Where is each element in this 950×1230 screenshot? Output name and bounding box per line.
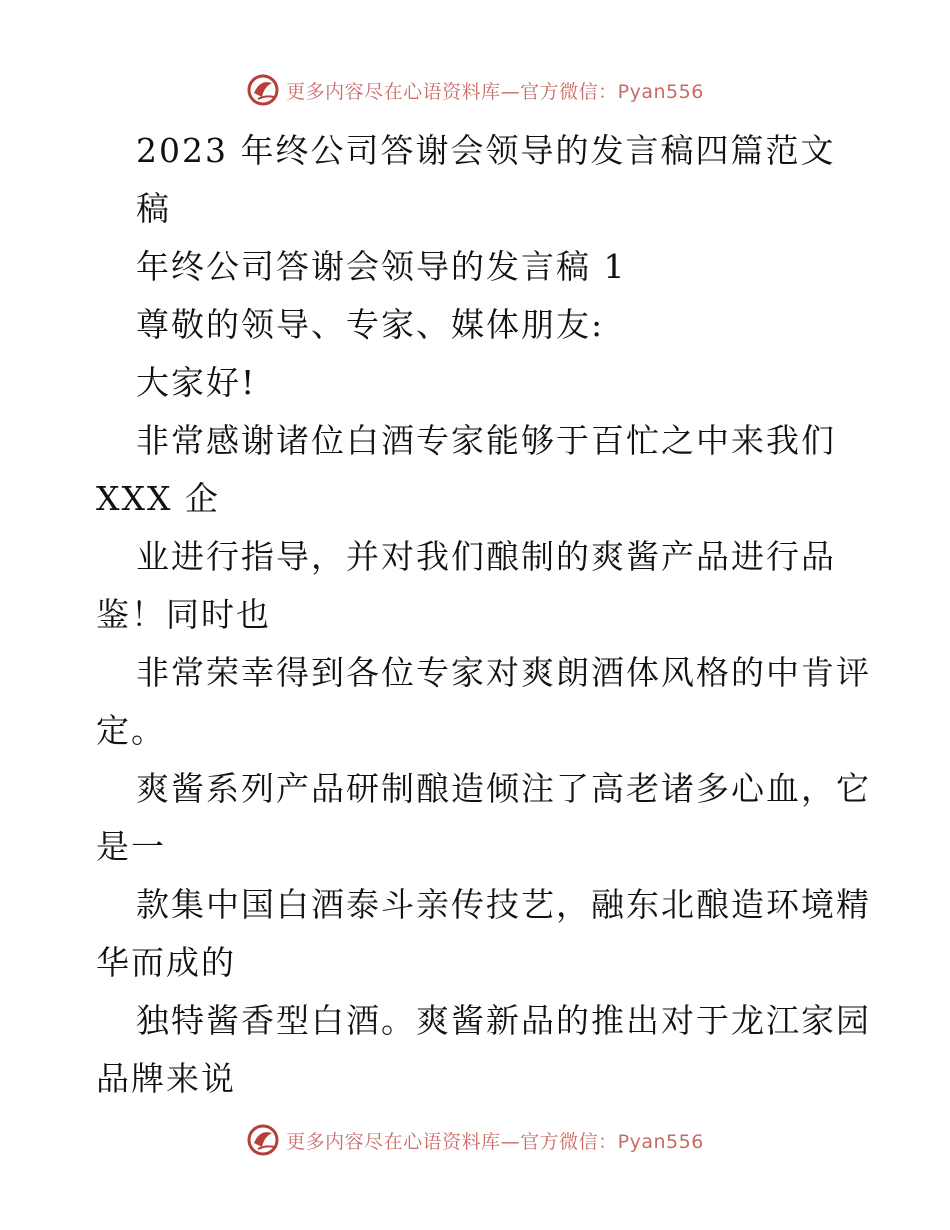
- text-line: 华而成的: [96, 943, 236, 982]
- text-line: 爽酱系列产品研制酿造倾注了高老诸多心血，它: [136, 769, 871, 808]
- footer-banner: [0, 1120, 950, 1160]
- text-line: 是一: [96, 827, 166, 866]
- text-line: 鉴！同时也: [96, 595, 271, 634]
- banner-account: Pyan556: [617, 1130, 704, 1153]
- text-line: 大家好!: [136, 363, 257, 402]
- text-line: 年终公司答谢会领导的发言稿 1: [136, 247, 627, 286]
- banner-text: [286, 77, 704, 104]
- text-line: 款集中国白酒泰斗亲传技艺，融东北酿造环境精: [136, 885, 871, 924]
- banner-label: 更多内容尽在心语资料库—官方微信：: [286, 1130, 618, 1153]
- red-swirl-logo-icon: [246, 1123, 280, 1157]
- text-line: XXX 企: [96, 479, 220, 518]
- text-line: 定。: [96, 711, 166, 750]
- header-banner: [0, 70, 950, 110]
- text-line: 品牌来说: [96, 1059, 236, 1098]
- text-line: 非常荣幸得到各位专家对爽朗酒体风格的中肯评: [136, 653, 871, 692]
- banner-text: [286, 1127, 704, 1154]
- text-line: 非常感谢诸位白酒专家能够于百忙之中来我们: [136, 421, 836, 460]
- text-line: 独特酱香型白酒。爽酱新品的推出对于龙江家园: [136, 1001, 871, 1040]
- text-line: 业进行指导，并对我们酿制的爽酱产品进行品: [136, 537, 836, 576]
- banner-account: Pyan556: [617, 80, 704, 103]
- text-line: 稿: [136, 189, 171, 228]
- document-body: [96, 122, 871, 1108]
- text-line: 2023 年终公司答谢会领导的发言稿四篇范文: [136, 131, 836, 170]
- text-line: 尊敬的领导、专家、媒体朋友:: [136, 305, 605, 344]
- red-swirl-logo-icon: [246, 73, 280, 107]
- banner-label: 更多内容尽在心语资料库—官方微信：: [286, 80, 618, 103]
